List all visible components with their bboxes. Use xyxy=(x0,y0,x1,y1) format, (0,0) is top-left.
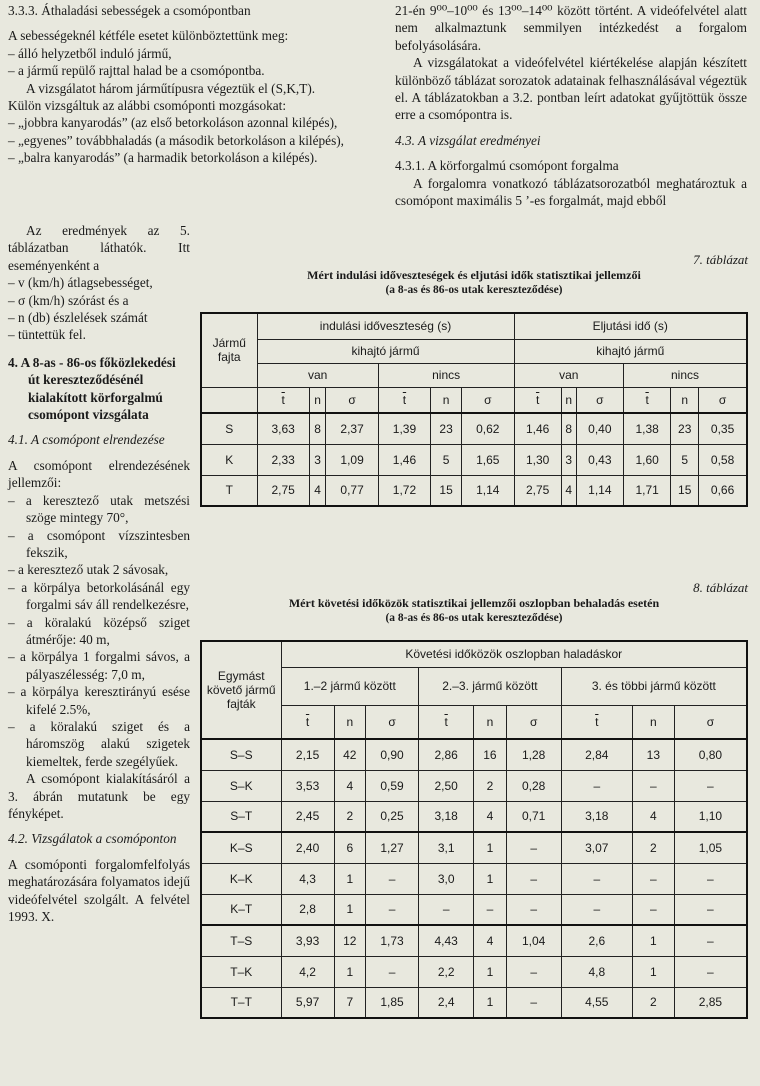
table-7-nincs-header: nincs xyxy=(378,363,514,387)
table-cell: 42 xyxy=(334,739,365,770)
table-8-title: Mért követési időközök statisztikai jellemzői oszlopban behaladás esetén xyxy=(288,596,660,610)
paragraph: A forgalomra vonatkozó táblázatsorozatból meghatároztuk a csomópont maximális 5 ’-es forgalmát, majd ebből xyxy=(395,175,747,209)
table-cell: 1,39 xyxy=(378,413,430,444)
section-3-3-3-title: 3.3.3. Áthaladási sebességek a csomópontban xyxy=(8,3,251,18)
table-cell: 1,14 xyxy=(462,475,514,506)
table-cell: – xyxy=(674,894,747,925)
list-item: – a köralakú középső sziget átmérője: 40 m, xyxy=(8,614,190,647)
table-8-subgroup-header: 1.–2 jármű között xyxy=(281,667,419,705)
table-cell: – xyxy=(674,863,747,894)
table-row xyxy=(201,444,747,475)
table-row xyxy=(201,739,747,770)
table-cell: 4 xyxy=(309,475,326,506)
table-cell: 3,1 xyxy=(419,832,474,863)
table-7-nincs-header: nincs xyxy=(623,363,747,387)
table-cell: 1 xyxy=(334,894,365,925)
table-cell: 4 xyxy=(632,801,674,832)
table-cell: 2,50 xyxy=(419,770,474,801)
table-cell: 4,43 xyxy=(419,925,474,956)
table-cell: 1,05 xyxy=(674,832,747,863)
table-row xyxy=(201,413,747,444)
table-8 xyxy=(200,640,748,1019)
row-label: S–T xyxy=(201,801,281,832)
table-cell: 1,71 xyxy=(623,475,670,506)
table-cell: 23 xyxy=(671,413,699,444)
list-item: – „jobbra kanyarodás” (az első betorkoláson azonnal kilépés), xyxy=(8,115,338,131)
paragraph: Külön vizsgáltuk az alábbi csomóponti mozgásokat: xyxy=(8,98,287,114)
table-7-group-header: indulási időveszteség (s) xyxy=(257,313,514,339)
table-8-subgroup-header: 2.–3. jármű között xyxy=(419,667,562,705)
table-cell: 4,8 xyxy=(561,956,632,987)
table-cell: – xyxy=(561,894,632,925)
table-cell: – xyxy=(365,863,418,894)
table-cell: – xyxy=(506,863,561,894)
table-cell: 2 xyxy=(632,832,674,863)
table-cell: 1 xyxy=(474,863,506,894)
table-cell: – xyxy=(365,894,418,925)
table-row xyxy=(201,987,747,1018)
table-cell: 1,04 xyxy=(506,925,561,956)
table-cell: 3,07 xyxy=(561,832,632,863)
row-label: S xyxy=(201,413,257,444)
stat-header: n xyxy=(474,705,506,739)
table-8-block xyxy=(200,580,748,1019)
table-8-subgroup-header: 3. és többi jármű között xyxy=(561,667,747,705)
table-cell: 1,38 xyxy=(623,413,670,444)
table-cell: 2,45 xyxy=(281,801,334,832)
list-item: – a jármű repülő rajttal halad be a csomópontba. xyxy=(8,63,265,79)
row-label: K–S xyxy=(201,832,281,863)
table-7-group-header: Eljutási idő (s) xyxy=(514,313,747,339)
table-8-number: 8. táblázat xyxy=(693,580,748,595)
table-cell: 2,33 xyxy=(257,444,309,475)
row-label: T–K xyxy=(201,956,281,987)
paragraph: A csomóponti forgalomfelfolyás meghatározására folyamatos idejű videófelvétel szolgált. A felvétel 1993. X. xyxy=(8,856,190,925)
table-8-vehicle-header: Egymást követő jármű fajták xyxy=(201,641,281,739)
table-cell: 15 xyxy=(671,475,699,506)
list-item: – v (km/h) átlagsebességet, xyxy=(8,275,153,291)
table-row xyxy=(201,863,747,894)
row-label: S–S xyxy=(201,739,281,770)
stat-header: σ xyxy=(674,705,747,739)
list-item: – a körpálya betorkolásánál egy forgalmi sáv áll rendelkezésre, xyxy=(8,579,190,613)
table-cell: 1,72 xyxy=(378,475,430,506)
table-cell: 1,73 xyxy=(365,925,418,956)
row-label: T–T xyxy=(201,987,281,1018)
table-cell: 15 xyxy=(431,475,462,506)
stat-header: σ xyxy=(326,387,378,413)
table-7-van-header: van xyxy=(514,363,623,387)
paragraph: A csomópont kialakításáról a 3. ábrán mutatunk be egy fényképet. xyxy=(8,771,190,821)
section-4-2-heading: 4.2. Vizsgálatok a csomóponton xyxy=(8,831,177,847)
table-cell: – xyxy=(632,863,674,894)
list-item: – a csomópont vízszintesben fekszik, xyxy=(8,527,190,560)
table-cell: 23 xyxy=(431,413,462,444)
row-label: S–K xyxy=(201,770,281,801)
list-item: – a körpálya keresztirányú esése kifelé 2.5%, xyxy=(8,684,190,717)
table-cell: – xyxy=(632,770,674,801)
section-4-3-1-heading: 4.3.1. A körforgalmú csomópont forgalma xyxy=(395,158,619,174)
table-cell: 3 xyxy=(561,444,576,475)
table-7-number: 7. táblázat xyxy=(693,252,748,267)
table-cell: 2,4 xyxy=(419,987,474,1018)
table-cell: 4 xyxy=(334,770,365,801)
table-8-subtitle: (a 8-as és 86-os utak kereszteződése) xyxy=(385,612,563,624)
table-cell: – xyxy=(632,894,674,925)
paragraph: A csomópont elrendezésének jellemzői: xyxy=(8,457,190,491)
row-label: K–T xyxy=(201,894,281,925)
list-item: – a körpálya 1 forgalmi sávos, a pályaszélesség: 7,0 m, xyxy=(8,649,190,682)
table-cell: 5,97 xyxy=(281,987,334,1018)
table-row xyxy=(201,956,747,987)
table-row xyxy=(201,801,747,832)
list-item: – a keresztező utak metszési szöge mintegy 70°, xyxy=(8,492,190,526)
table-cell: 0,80 xyxy=(674,739,747,770)
table-cell: 4,3 xyxy=(281,863,334,894)
table-cell: 2 xyxy=(334,801,365,832)
list-item: – „balra kanyarodás” (a harmadik betorkoláson a kilépés). xyxy=(8,150,318,166)
stat-header: σ xyxy=(506,705,561,739)
table-cell: 5 xyxy=(671,444,699,475)
table-cell: – xyxy=(474,894,506,925)
table-cell: 1,46 xyxy=(378,444,430,475)
stat-header: n xyxy=(334,705,365,739)
stat-header: $\overline{t}$ xyxy=(378,387,430,413)
stat-header: σ xyxy=(462,387,514,413)
table-cell: 1,46 xyxy=(514,413,561,444)
table-cell: 0,43 xyxy=(576,444,623,475)
table-cell: – xyxy=(506,956,561,987)
table-cell: 4,55 xyxy=(561,987,632,1018)
table-7-title: Mért indulási időveszteségek és eljutási idők statisztikai jellemzői xyxy=(307,268,641,282)
table-cell: – xyxy=(419,894,474,925)
table-cell: 1,60 xyxy=(623,444,670,475)
table-8-stat-header-row xyxy=(201,705,747,739)
table-cell: – xyxy=(674,925,747,956)
right-column xyxy=(395,2,747,209)
table-cell: 8 xyxy=(561,413,576,444)
table-cell: 2,75 xyxy=(514,475,561,506)
table-row xyxy=(201,475,747,506)
table-cell: – xyxy=(674,956,747,987)
table-row xyxy=(201,925,747,956)
table-cell: 0,25 xyxy=(365,801,418,832)
table-cell: 1,27 xyxy=(365,832,418,863)
table-cell: 0,40 xyxy=(576,413,623,444)
table-cell: 2,15 xyxy=(281,739,334,770)
table-cell: – xyxy=(506,987,561,1018)
table-cell: 2,84 xyxy=(561,739,632,770)
left-column xyxy=(8,2,358,167)
left-narrow-column xyxy=(8,222,190,925)
table-cell: 2,40 xyxy=(281,832,334,863)
table-cell: 3,63 xyxy=(257,413,309,444)
row-label: T xyxy=(201,475,257,506)
table-cell: – xyxy=(674,770,747,801)
table-cell: 1 xyxy=(334,863,365,894)
row-label: K–K xyxy=(201,863,281,894)
table-cell: – xyxy=(561,863,632,894)
table-cell: 4 xyxy=(474,925,506,956)
row-label: K xyxy=(201,444,257,475)
table-cell: – xyxy=(506,894,561,925)
table-cell: 0,62 xyxy=(462,413,514,444)
paragraph: Az eredmények az 5. táblázatban láthatók. Itt eseményenként a xyxy=(8,223,190,273)
table-7-subgroup-header: kihajtó jármű xyxy=(257,339,514,363)
table-cell: – xyxy=(365,956,418,987)
paragraph: A sebességeknél kétféle esetet különböztettünk meg: xyxy=(8,28,289,44)
table-cell: 3,18 xyxy=(561,801,632,832)
table-cell: 1,10 xyxy=(674,801,747,832)
table-cell: 0,90 xyxy=(365,739,418,770)
stat-header: $\overline{t}$ xyxy=(419,705,474,739)
table-cell: 4 xyxy=(474,801,506,832)
table-cell: 2,86 xyxy=(419,739,474,770)
table-cell: 1 xyxy=(632,925,674,956)
table-cell: 7 xyxy=(334,987,365,1018)
table-7-block xyxy=(200,252,748,507)
list-item: – a keresztező utak 2 sávosak, xyxy=(8,562,169,578)
stat-header: n xyxy=(431,387,462,413)
table-7-vehicle-header: Jármű fajta xyxy=(201,313,257,387)
table-row xyxy=(201,832,747,863)
list-item: – tüntettük fel. xyxy=(8,327,86,343)
list-item: – a köralakú sziget és a háromszög alakú szigetek kiemeltek, ferde szegélyűek. xyxy=(8,718,190,769)
table-cell: 3 xyxy=(309,444,326,475)
table-7 xyxy=(200,312,748,507)
stat-header: n xyxy=(632,705,674,739)
table-cell: 0,58 xyxy=(699,444,747,475)
section-4-1-heading: 4.1. A csomópont elrendezése xyxy=(8,432,165,448)
table-7-subtitle: (a 8-as és 86-os utak kereszteződése) xyxy=(385,284,563,296)
stat-header: n xyxy=(561,387,576,413)
table-cell: 2 xyxy=(474,770,506,801)
table-8-group-header: Követési időközök oszlopban haladáskor xyxy=(281,641,747,667)
table-cell: 12 xyxy=(334,925,365,956)
table-row xyxy=(201,894,747,925)
table-cell: 3,0 xyxy=(419,863,474,894)
stat-header: n xyxy=(671,387,699,413)
stat-header: $\overline{t}$ xyxy=(257,387,309,413)
table-cell: 4,2 xyxy=(281,956,334,987)
table-cell: 1,30 xyxy=(514,444,561,475)
table-cell: 1 xyxy=(474,956,506,987)
table-cell: 13 xyxy=(632,739,674,770)
table-cell: – xyxy=(506,832,561,863)
list-item: – σ (km/h) szórást és a xyxy=(8,292,129,308)
stat-header: $\overline{t}$ xyxy=(623,387,670,413)
paragraph: A vizsgálatot három járműtípusra végeztük el (S,K,T). xyxy=(26,80,316,96)
table-cell: 1 xyxy=(474,987,506,1018)
table-cell: 3,93 xyxy=(281,925,334,956)
table-cell: 16 xyxy=(474,739,506,770)
table-cell: 2,37 xyxy=(326,413,378,444)
table-cell: 0,66 xyxy=(699,475,747,506)
table-cell: 1,09 xyxy=(326,444,378,475)
table-cell: 2,8 xyxy=(281,894,334,925)
stat-header: σ xyxy=(365,705,418,739)
table-cell: 2 xyxy=(632,987,674,1018)
table-cell: 3,53 xyxy=(281,770,334,801)
table-7-van-header: van xyxy=(257,363,378,387)
stat-header: $\overline{t}$ xyxy=(281,705,334,739)
stat-header: $\overline{t}$ xyxy=(561,705,632,739)
paragraph: 21-én 9⁰⁰–10⁰⁰ és 13⁰⁰–14⁰⁰ között történt. A videófelvétel alatt nem alkalmaztunk semmilyen intézkedést a forgalom befolyásolására. xyxy=(395,3,747,53)
table-cell: 3,18 xyxy=(419,801,474,832)
stat-header: σ xyxy=(699,387,747,413)
section-4-3-heading: 4.3. A vizsgálat eredményei xyxy=(395,132,541,148)
table-cell: 4 xyxy=(561,475,576,506)
table-cell: 2,2 xyxy=(419,956,474,987)
table-cell: 2,6 xyxy=(561,925,632,956)
table-row xyxy=(201,770,747,801)
table-cell: 0,35 xyxy=(699,413,747,444)
table-cell: 6 xyxy=(334,832,365,863)
table-cell: 1 xyxy=(334,956,365,987)
list-item: – álló helyzetből induló jármű, xyxy=(8,45,172,61)
stat-header: n xyxy=(309,387,326,413)
table-cell: 0,71 xyxy=(506,801,561,832)
table-cell: 1,28 xyxy=(506,739,561,770)
section-4-heading: 4. A 8-as - 86-os főközlekedési út kereszteződésénél kialakított körforgalmú csomópont vizsgálata xyxy=(8,354,176,423)
table-cell: 2,85 xyxy=(674,987,747,1018)
row-label: T–S xyxy=(201,925,281,956)
table-cell: 1 xyxy=(632,956,674,987)
table-cell: 2,75 xyxy=(257,475,309,506)
table-cell: 8 xyxy=(309,413,326,444)
table-cell: 1,85 xyxy=(365,987,418,1018)
table-cell: 0,77 xyxy=(326,475,378,506)
list-item: – n (db) észlelések számát xyxy=(8,310,148,326)
paragraph: A vizsgálatokat a videófelvétel kiértékelése alapján készített különböző táblázat sorozatok adatainak felhasználásával végeztük el. A táblázatokban a 3.2. pontban leírt adatokat gyűjtöttük össze erre a csomópontra is. xyxy=(395,55,747,123)
list-item: – „egyenes” továbbhaladás (a második betorkoláson a kilépés), xyxy=(8,132,344,148)
stat-header: $\overline{t}$ xyxy=(514,387,561,413)
table-cell: 0,59 xyxy=(365,770,418,801)
table-cell: 1,14 xyxy=(576,475,623,506)
table-7-subgroup-header: kihajtó jármű xyxy=(514,339,747,363)
table-cell: 1,65 xyxy=(462,444,514,475)
stat-header: σ xyxy=(576,387,623,413)
table-7-stat-header-row xyxy=(201,387,747,413)
table-cell: 0,28 xyxy=(506,770,561,801)
table-cell: – xyxy=(561,770,632,801)
table-cell: 5 xyxy=(431,444,462,475)
table-cell: 1 xyxy=(474,832,506,863)
